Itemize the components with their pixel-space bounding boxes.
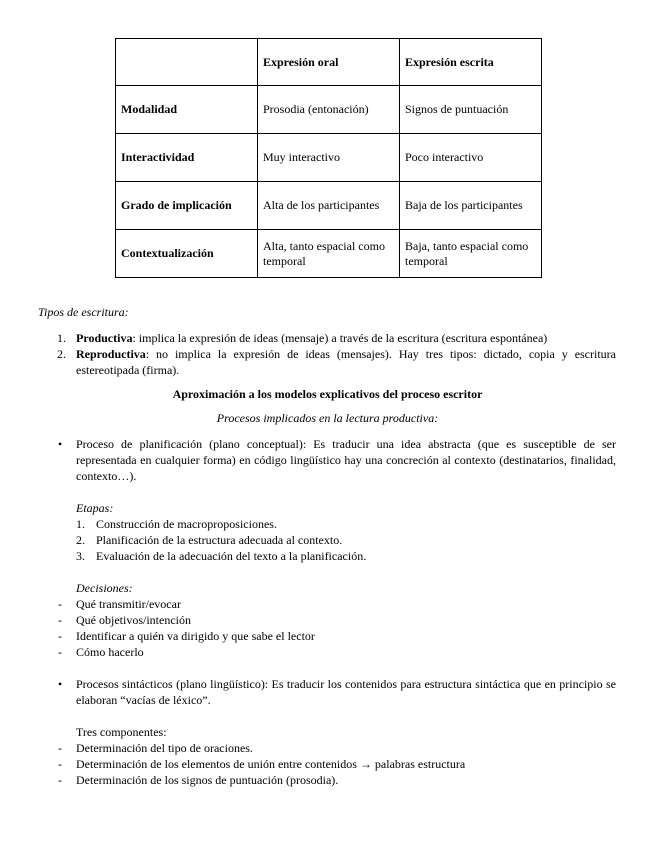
table-cell: Baja de los participantes: [400, 182, 542, 230]
sintacticos-paragraph: Procesos sintácticos (plano lingüístico): Es traducir los contenidos para estructura sintáctica que en principio se elaboran “vacías de léxico”.: [76, 677, 616, 707]
list-number: 3.: [76, 549, 85, 563]
list-item-term: Productiva: [76, 331, 133, 345]
tipos-heading: Tipos de escritura:: [38, 305, 129, 319]
planificacion-paragraph: Proceso de planificación (plano conceptual): Es traducir una idea abstracta (que es susceptible de ser representada en cualquier forma) en código lingüístico hay una concreción al contexto (destinatarios, finalidad, contexto…).: [76, 437, 616, 483]
dash-marker: -: [58, 629, 62, 643]
list-item: [76, 346, 616, 378]
table-row: [116, 134, 542, 182]
table-cell: Muy interactivo: [258, 134, 400, 182]
etapas-label: Etapas:: [76, 501, 114, 515]
dash-marker: -: [58, 597, 62, 611]
table-row: [116, 230, 542, 278]
table-cell: Signos de puntuación: [400, 86, 542, 134]
comparison-table: [115, 38, 542, 278]
list-item-text: : no implica la expresión de ideas (mensajes). Hay tres tipos: dictado, copia y escritura estereotipada (firma).: [76, 347, 616, 377]
table-cell: Poco interactivo: [400, 134, 542, 182]
componentes-label: Tres componentes:: [76, 725, 167, 739]
list-item-term: Reproductiva: [76, 347, 146, 361]
table-row-label: Grado de implicación: [116, 182, 258, 230]
table-cell: Alta, tanto espacial como temporal: [258, 230, 400, 278]
dash-marker: -: [58, 645, 62, 659]
table-row: [116, 182, 542, 230]
table-header-cell: [116, 39, 258, 86]
table-cell: Baja, tanto espacial como temporal: [400, 230, 542, 278]
list-item: Determinación de los signos de puntuación (prosodia).: [76, 773, 339, 787]
dash-marker: -: [58, 741, 62, 755]
table-row: [116, 86, 542, 134]
section-subtitle: Procesos implicados en la lectura productiva:: [216, 411, 439, 425]
list-item-text: : implica la expresión de ideas (mensaje) a través de la escritura (escritura espontánea): [132, 331, 548, 345]
decisiones-label: Decisiones:: [76, 581, 133, 595]
table-row-label: Modalidad: [116, 86, 258, 134]
list-item: Identificar a quién va dirigido y que sabe el lector: [76, 629, 315, 643]
list-number: 1.: [76, 517, 85, 531]
dash-marker: -: [58, 613, 62, 627]
list-number: 1.: [57, 331, 66, 345]
table-header-cell: Expresión oral: [258, 39, 400, 86]
list-item: Qué objetivos/intención: [76, 613, 191, 627]
list-item: Evaluación de la adecuación del texto a la planificación.: [96, 549, 367, 563]
dash-marker: -: [58, 757, 62, 771]
list-number: 2.: [76, 533, 85, 547]
table-header-cell: Expresión escrita: [400, 39, 542, 86]
bullet-icon: •: [58, 437, 63, 451]
list-number: 2.: [57, 347, 66, 361]
table-row-label: Interactividad: [116, 134, 258, 182]
bullet-icon: •: [58, 677, 63, 691]
list-item: Determinación del tipo de oraciones.: [76, 741, 253, 755]
list-item: Qué transmitir/evocar: [76, 597, 181, 611]
list-item: Determinación de los elementos de unión entre contenidos → palabras estructura: [76, 757, 466, 771]
list-item: Cómo hacerlo: [76, 645, 144, 659]
list-item: Planificación de la estructura adecuada al contexto.: [96, 533, 343, 547]
section-title: Aproximación a los modelos explicativos del proceso escritor: [172, 387, 483, 401]
table-cell: Alta de los participantes: [258, 182, 400, 230]
dash-marker: -: [58, 773, 62, 787]
table-cell: Prosodia (entonación): [258, 86, 400, 134]
table-row-label: Contextualización: [116, 230, 258, 278]
table-header-row: [116, 39, 542, 86]
list-item: Construcción de macroproposiciones.: [96, 517, 277, 531]
list-item: [76, 330, 616, 346]
